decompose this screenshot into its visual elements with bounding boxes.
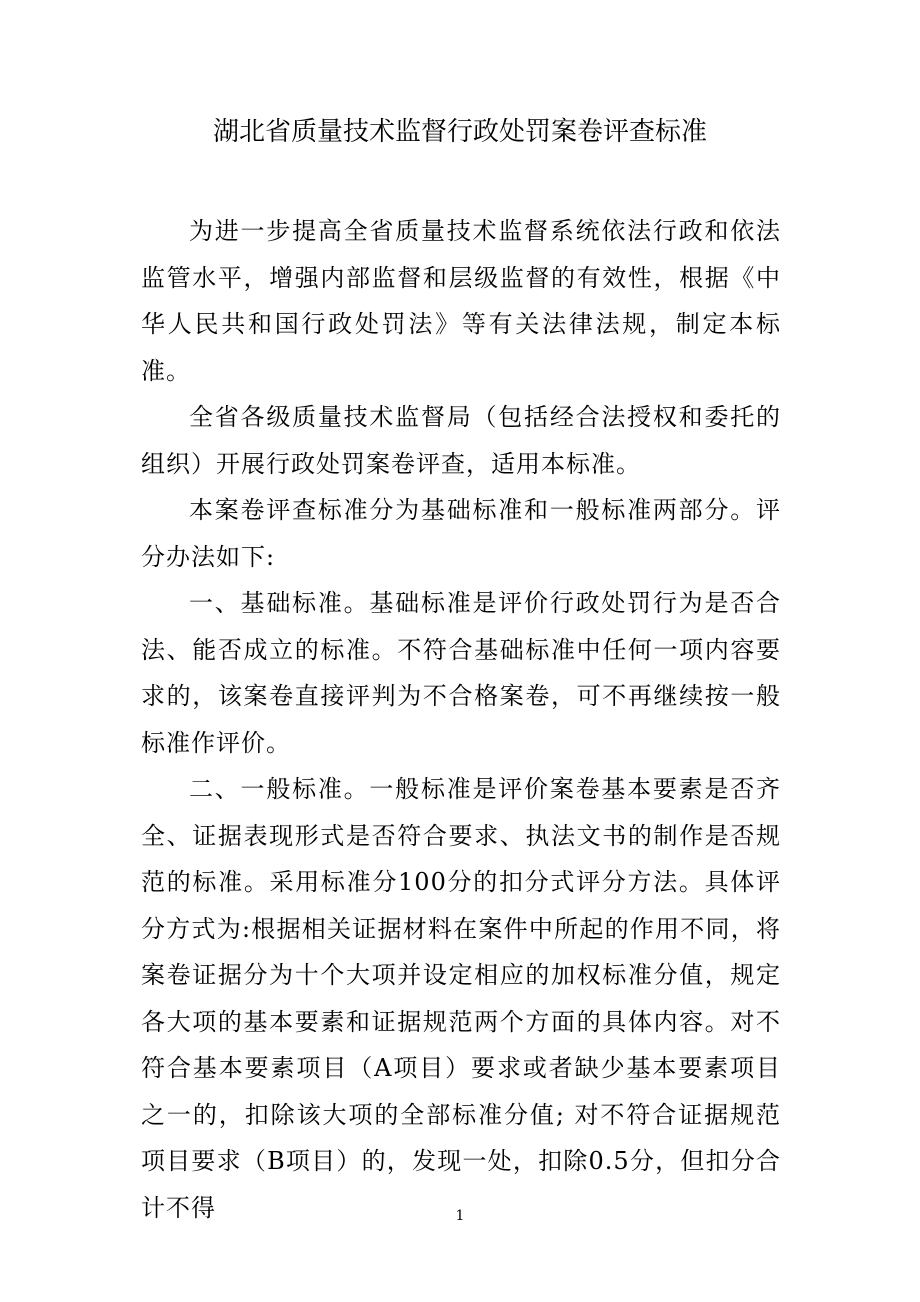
page-number: 1 bbox=[455, 1208, 465, 1224]
paragraph-structure: 本案卷评查标准分为基础标准和一般标准两部分。评分办法如下: bbox=[141, 496, 781, 571]
paragraph-basic-standard: 一、基础标准。基础标准是评价行政处罚行为是否合法、能否成立的标准。不符合基础标准中任何一项内容要求的，该案卷直接评判为不合格案卷，可不再继续按一般标准作评价。 bbox=[141, 589, 781, 757]
document-title: 湖北省质量技术监督行政处罚案卷评查标准 bbox=[212, 117, 707, 147]
paragraph-purpose: 为进一步提高全省质量技术监督系统依法行政和依法监管水平，增强内部监督和层级监督的有效性，根据《中华人民共和国行政处罚法》等有关法律法规，制定本标准。 bbox=[141, 217, 781, 385]
paragraph-general-standard: 二、一般标准。一般标准是评价案卷基本要素是否齐全、证据表现形式是否符合要求、执法文书的制作是否规范的标准。采用标准分100分的扣分式评分方法。具体评分方式为:根据相关证据材料在案件中所起的作用不同，将案卷证据分为十个大项并设定相应的加权标准分值，规定各大项的基本要素和证据规范两个方面的具体内容。对不符合基本要素项目（A项目）要求或者缺少基本要素项目之一的，扣除该大项的全部标准分值; 对不符合证据规范项目要求（B项目）的，发现一处，扣除0.5分，但扣分合计不得 bbox=[141, 775, 781, 1222]
paragraph-scope: 全省各级质量技术监督局（包括经合法授权和委托的组织）开展行政处罚案卷评查，适用本标准。 bbox=[141, 403, 781, 478]
document-body bbox=[141, 208, 781, 1231]
